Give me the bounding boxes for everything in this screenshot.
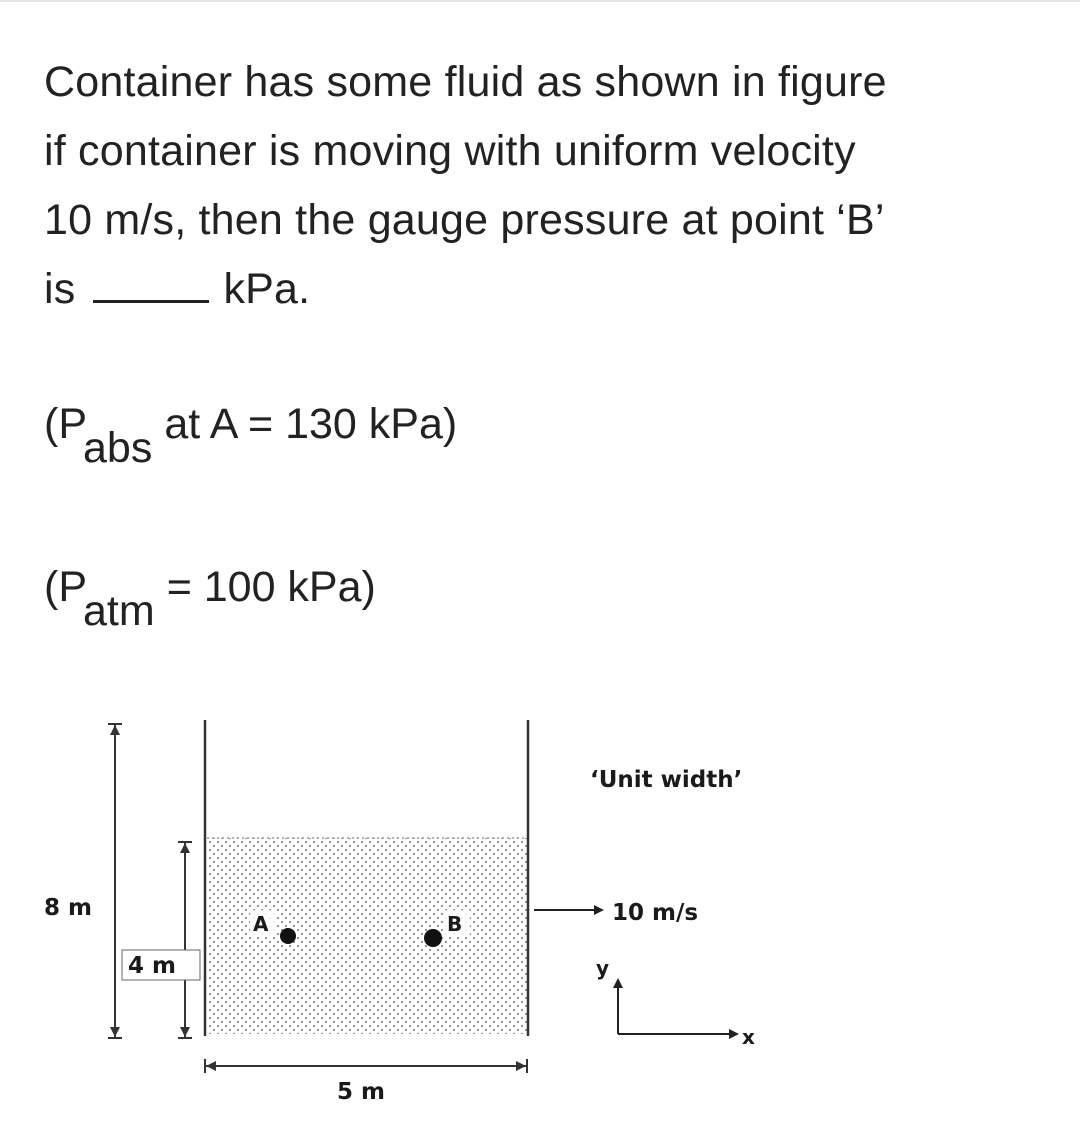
width-5m-dimension [205,1059,527,1073]
question-line-3: 10 m/s, then the gauge pressure at point ‘B’ [44,196,885,244]
given-pabs [44,400,458,472]
given-pabs-value: at A = 130 kPa) [164,400,458,448]
given-patm [44,563,376,635]
height-8m-dimension [108,724,122,1038]
question-line-2: if container is moving with uniform velocity [44,127,856,175]
given-patm-sub: atm [83,587,155,635]
top-divider [0,0,1080,2]
given-pabs-p: (P [44,400,87,448]
height-4m-dimension [178,842,192,1038]
question-line-1: Container has some fluid as shown in figure [44,58,887,106]
question-text [44,48,1054,324]
answer-blank [93,268,209,303]
velocity-arrow [534,905,604,915]
given-patm-value: = 100 kPa) [166,563,376,611]
unit-width-note: ‘Unit width’ [590,767,743,793]
width-5m-label: 5 m [337,1079,385,1105]
given-pabs-sub: abs [83,424,153,472]
container-figure [0,700,1080,1139]
question-line-4 [44,255,1054,324]
velocity-label: 10 m/s [612,900,699,926]
point-a-marker [280,928,296,944]
coordinate-axes [613,978,739,1039]
axis-y-label: y [596,956,610,980]
point-b-marker [424,929,442,947]
point-a-label: A [253,912,269,936]
axis-x-label: x [742,1025,755,1049]
given-patm-p: (P [44,563,87,611]
height-8m-label: 8 m [44,895,92,921]
question-is: is [44,265,76,313]
question-unit: kPa. [223,265,311,313]
point-b-label: B [447,912,463,936]
height-4m-label: 4 m [128,953,176,979]
